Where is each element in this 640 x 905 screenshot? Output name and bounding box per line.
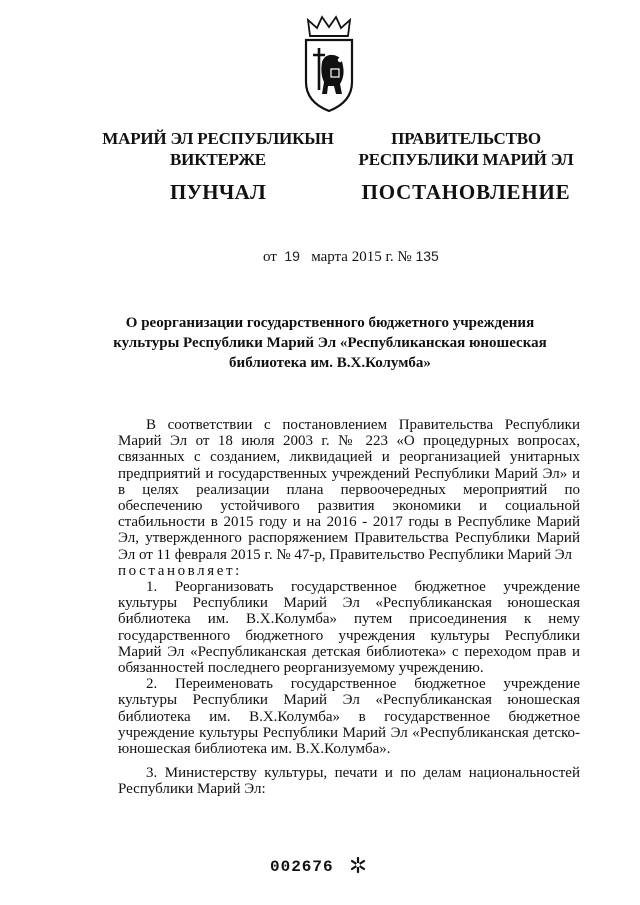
header-right-line1: ПРАВИТЕЛЬСТВО xyxy=(391,129,541,148)
header-left-doc-type: ПУНЧАЛ xyxy=(169,180,267,204)
document-body xyxy=(118,417,580,798)
body-intro: В соответствии с постановлением Правительства Республики Марий Эл от 18 июля 2003 г. № 223 «О процедурных вопросах, связанных с созданием, ликвидацией и реорганизацией унитарных предприятий и государственных учреждений Республики Марий Эл» и в целях реализации плана первоочередных мероприятий по обеспечению устойчивого развития экономики и социальной стабильности в 2015 году и на 2016 - 2017 годы в Республике Марий Эл, утвержденного распоряжением Правительства Республики Марий Эл от 11 февраля 2015 г. № 47-р, Правительство Республики Марий Эл xyxy=(118,417,580,563)
dateline-number: 135 xyxy=(415,248,439,264)
header-right-doc-type: ПОСТАНОВЛЕНИЕ xyxy=(361,180,571,204)
document-title xyxy=(110,313,550,373)
title-line1: О реорганизации государственного бюджетного учреждения xyxy=(125,315,535,331)
asterisk-mark-icon xyxy=(349,856,367,874)
dateline-year: 2015 г. № xyxy=(351,249,412,265)
title-line2: культуры Республики Марий Эл «Республиканская юношеская xyxy=(113,335,547,351)
header-left-line1: МАРИЙ ЭЛ РЕСПУБЛИКЫН xyxy=(102,129,334,148)
body-item-2: 2. Переименовать государственное бюджетное учреждение культуры Республики Марий Эл «Республиканская юношеская библиотека им. В.Х.Колумба» в государственное бюджетное учреждение культуры Республики Марий Эл «Республиканская детско-юношеская библиотека им. В.Х.Колумба». xyxy=(118,676,580,758)
republic-coat-of-arms-icon xyxy=(298,14,360,114)
header-right xyxy=(356,128,576,205)
body-item-3: 3. Министерству культуры, печати и по делам национальностей Республики Марий Эл: xyxy=(118,765,580,798)
header-right-line2: РЕСПУБЛИКИ МАРИЙ ЭЛ xyxy=(358,150,574,169)
dateline-day: 19 xyxy=(284,248,300,264)
header-left-line2: ВИКТЕРЖЕ xyxy=(170,150,266,169)
form-serial-number: 002676 xyxy=(270,858,334,876)
document-dateline xyxy=(263,248,439,266)
header-left xyxy=(98,128,338,205)
dateline-prefix: от xyxy=(263,249,277,265)
title-line3: библиотека им. В.Х.Колумба» xyxy=(229,355,431,371)
body-resolves: постановляет: xyxy=(118,562,242,579)
dateline-month: марта xyxy=(311,249,348,265)
body-item-1: 1. Реорганизовать государственное бюджетное учреждение культуры Республики Марий Эл «Республиканская юношеская библиотека им. В.Х.Колумба» путем присоединения к нему государственного бюджетного учреждения культуры Республики Марий Эл «Республиканская детская библиотека» с переходом прав и обязанностей последнего реорганизуемому учреждению. xyxy=(118,579,580,677)
